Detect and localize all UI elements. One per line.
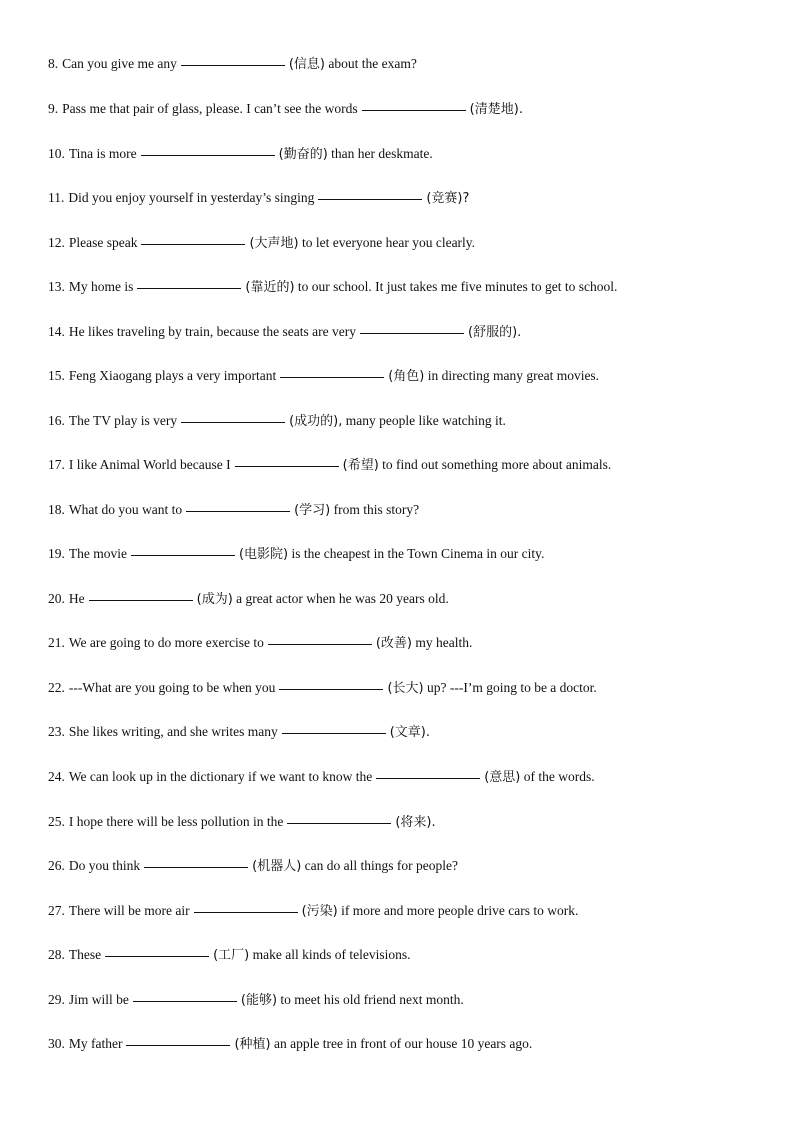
- sentence-start: The TV play is very: [68, 413, 178, 428]
- exercise-number: 26.: [48, 858, 65, 873]
- exercise-line: [48, 679, 754, 698]
- sentence-end: many people like watching it.: [345, 413, 506, 428]
- sentence-start: There will be more air: [68, 903, 190, 918]
- sentence-start: Can you give me any: [62, 56, 177, 71]
- answer-blank[interactable]: [280, 376, 384, 378]
- exercise-line: [48, 723, 754, 742]
- sentence-start: My home is: [68, 279, 134, 294]
- exercise-line: [48, 456, 754, 475]
- exercise-number: 20.: [48, 591, 65, 606]
- chinese-hint: (角色): [388, 369, 425, 384]
- answer-blank[interactable]: [133, 1000, 237, 1002]
- sentence-start: ---What are you going to be when you: [68, 680, 276, 695]
- sentence-start: My father: [68, 1036, 123, 1051]
- exercise-line: [48, 412, 754, 431]
- exercise-number: 10.: [48, 146, 65, 161]
- answer-blank[interactable]: [105, 955, 209, 957]
- chinese-hint: (竞赛)?: [426, 191, 470, 206]
- exercise-line: [48, 902, 754, 921]
- sentence-start: I like Animal World because I: [68, 457, 231, 472]
- answer-blank[interactable]: [235, 465, 339, 467]
- sentence-start: Do you think: [68, 858, 141, 873]
- sentence-end: than her deskmate.: [331, 146, 433, 161]
- chinese-hint: (电影院): [238, 547, 289, 562]
- exercise-line: [48, 946, 754, 965]
- answer-blank[interactable]: [137, 287, 241, 289]
- sentence-end: up? ---I’m going to be a doctor.: [426, 680, 597, 695]
- chinese-hint: (希望): [342, 458, 379, 473]
- sentence-start: We can look up in the dictionary if we want to know the: [68, 769, 373, 784]
- exercise-line: [48, 991, 754, 1010]
- sentence-start: She likes writing, and she writes many: [68, 724, 278, 739]
- answer-blank[interactable]: [194, 911, 298, 913]
- answer-blank[interactable]: [144, 866, 248, 868]
- sentence-start: Feng Xiaogang plays a very important: [68, 368, 277, 383]
- sentence-start: He likes traveling by train, because the seats are very: [68, 324, 357, 339]
- answer-blank[interactable]: [141, 154, 275, 156]
- answer-blank[interactable]: [360, 332, 464, 334]
- sentence-end: about the exam?: [328, 56, 417, 71]
- sentence-start: I hope there will be less pollution in the: [68, 814, 284, 829]
- chinese-hint: (机器人): [252, 859, 302, 874]
- sentence-start: Please speak: [68, 235, 138, 250]
- chinese-hint: (种植): [234, 1037, 271, 1052]
- exercise-number: 18.: [48, 502, 65, 517]
- chinese-hint: (将来).: [395, 815, 436, 830]
- sentence-end: an apple tree in front of our house 10 years ago.: [274, 1036, 533, 1051]
- exercise-number: 14.: [48, 324, 65, 339]
- exercise-line: [48, 857, 754, 876]
- exercise-line: [48, 590, 754, 609]
- sentence-start: He: [68, 591, 85, 606]
- exercise-number: 15.: [48, 368, 65, 383]
- exercise-number: 29.: [48, 992, 65, 1007]
- sentence-end: if more and more people drive cars to work.: [341, 903, 579, 918]
- sentence-start: Did you enjoy yourself in yesterday’s singing: [68, 190, 315, 205]
- chinese-hint: (学习): [294, 503, 331, 518]
- sentence-end: is the cheapest in the Town Cinema in our city.: [291, 546, 545, 561]
- answer-blank[interactable]: [362, 109, 466, 111]
- exercise-line: [48, 189, 754, 208]
- chinese-hint: (成为): [196, 592, 233, 607]
- exercise-line: [48, 323, 754, 342]
- sentence-start: The movie: [68, 546, 127, 561]
- chinese-hint: (意思): [484, 770, 521, 785]
- chinese-hint: (长大): [387, 681, 424, 696]
- exercise-number: 28.: [48, 947, 65, 962]
- exercise-line: [48, 1035, 754, 1054]
- chinese-hint: (成功的),: [289, 414, 343, 429]
- sentence-start: We are going to do more exercise to: [68, 635, 264, 650]
- chinese-hint: (信息): [288, 57, 326, 72]
- exercise-line: [48, 145, 754, 164]
- sentence-end: of the words.: [523, 769, 595, 784]
- exercise-number: 9.: [48, 101, 59, 116]
- answer-blank[interactable]: [287, 822, 391, 824]
- answer-blank[interactable]: [131, 554, 235, 556]
- answer-blank[interactable]: [318, 198, 422, 200]
- exercise-line: [48, 55, 754, 74]
- exercise-number: 27.: [48, 903, 65, 918]
- sentence-end: a great actor when he was 20 years old.: [236, 591, 449, 606]
- exercise-number: 8.: [48, 56, 59, 71]
- exercise-number: 30.: [48, 1036, 65, 1051]
- exercise-number: 19.: [48, 546, 65, 561]
- answer-blank[interactable]: [141, 243, 245, 245]
- sentence-end: to find out something more about animals.: [382, 457, 612, 472]
- exercise-number: 25.: [48, 814, 65, 829]
- exercise-number: 24.: [48, 769, 65, 784]
- exercise-line: [48, 545, 754, 564]
- exercise-number: 23.: [48, 724, 65, 739]
- chinese-hint: (能够): [240, 993, 278, 1008]
- chinese-hint: (文章).: [389, 725, 430, 740]
- chinese-hint: (大声地): [249, 236, 299, 251]
- chinese-hint: (清楚地).: [469, 102, 523, 117]
- sentence-end: in directing many great movies.: [427, 368, 600, 383]
- chinese-hint: (靠近的): [245, 280, 295, 295]
- answer-blank[interactable]: [279, 688, 383, 690]
- exercise-line: [48, 278, 754, 297]
- chinese-hint: (勤奋的): [278, 147, 328, 162]
- sentence-end: to our school. It just takes me five minutes to get to school.: [297, 279, 618, 294]
- exercise-number: 16.: [48, 413, 65, 428]
- sentence-end: can do all things for people?: [304, 858, 458, 873]
- sentence-end: make all kinds of televisions.: [252, 947, 411, 962]
- exercise-line: [48, 234, 754, 253]
- answer-blank[interactable]: [268, 643, 372, 645]
- exercise-line: [48, 768, 754, 787]
- exercise-line: [48, 813, 754, 832]
- exercise-line: [48, 501, 754, 520]
- sentence-start: These: [68, 947, 102, 962]
- exercise-number: 11.: [48, 190, 65, 205]
- chinese-hint: (工厂): [213, 948, 250, 963]
- exercise-line: [48, 100, 754, 119]
- chinese-hint: (污染): [301, 904, 338, 919]
- exercise-number: 21.: [48, 635, 65, 650]
- exercise-number: 13.: [48, 279, 65, 294]
- answer-blank[interactable]: [376, 777, 480, 779]
- sentence-start: Tina is more: [68, 146, 137, 161]
- answer-blank[interactable]: [181, 64, 285, 66]
- answer-blank[interactable]: [126, 1044, 230, 1046]
- sentence-start: Jim will be: [68, 992, 129, 1007]
- answer-blank[interactable]: [282, 732, 386, 734]
- exercise-number: 22.: [48, 680, 65, 695]
- exercise-number: 12.: [48, 235, 65, 250]
- sentence-end: to meet his old friend next month.: [280, 992, 464, 1007]
- sentence-start: What do you want to: [68, 502, 183, 517]
- exercise-number: 17.: [48, 457, 65, 472]
- exercise-line: [48, 367, 754, 386]
- answer-blank[interactable]: [181, 421, 285, 423]
- sentence-end: my health.: [415, 635, 473, 650]
- answer-blank[interactable]: [186, 510, 290, 512]
- sentence-end: to let everyone hear you clearly.: [302, 235, 476, 250]
- sentence-start: Pass me that pair of glass, please. I can’t see the words: [62, 101, 358, 116]
- chinese-hint: (舒服的).: [468, 325, 522, 340]
- sentence-end: from this story?: [333, 502, 420, 517]
- exercise-line: [48, 634, 754, 653]
- answer-blank[interactable]: [89, 599, 193, 601]
- chinese-hint: (改善): [375, 636, 412, 651]
